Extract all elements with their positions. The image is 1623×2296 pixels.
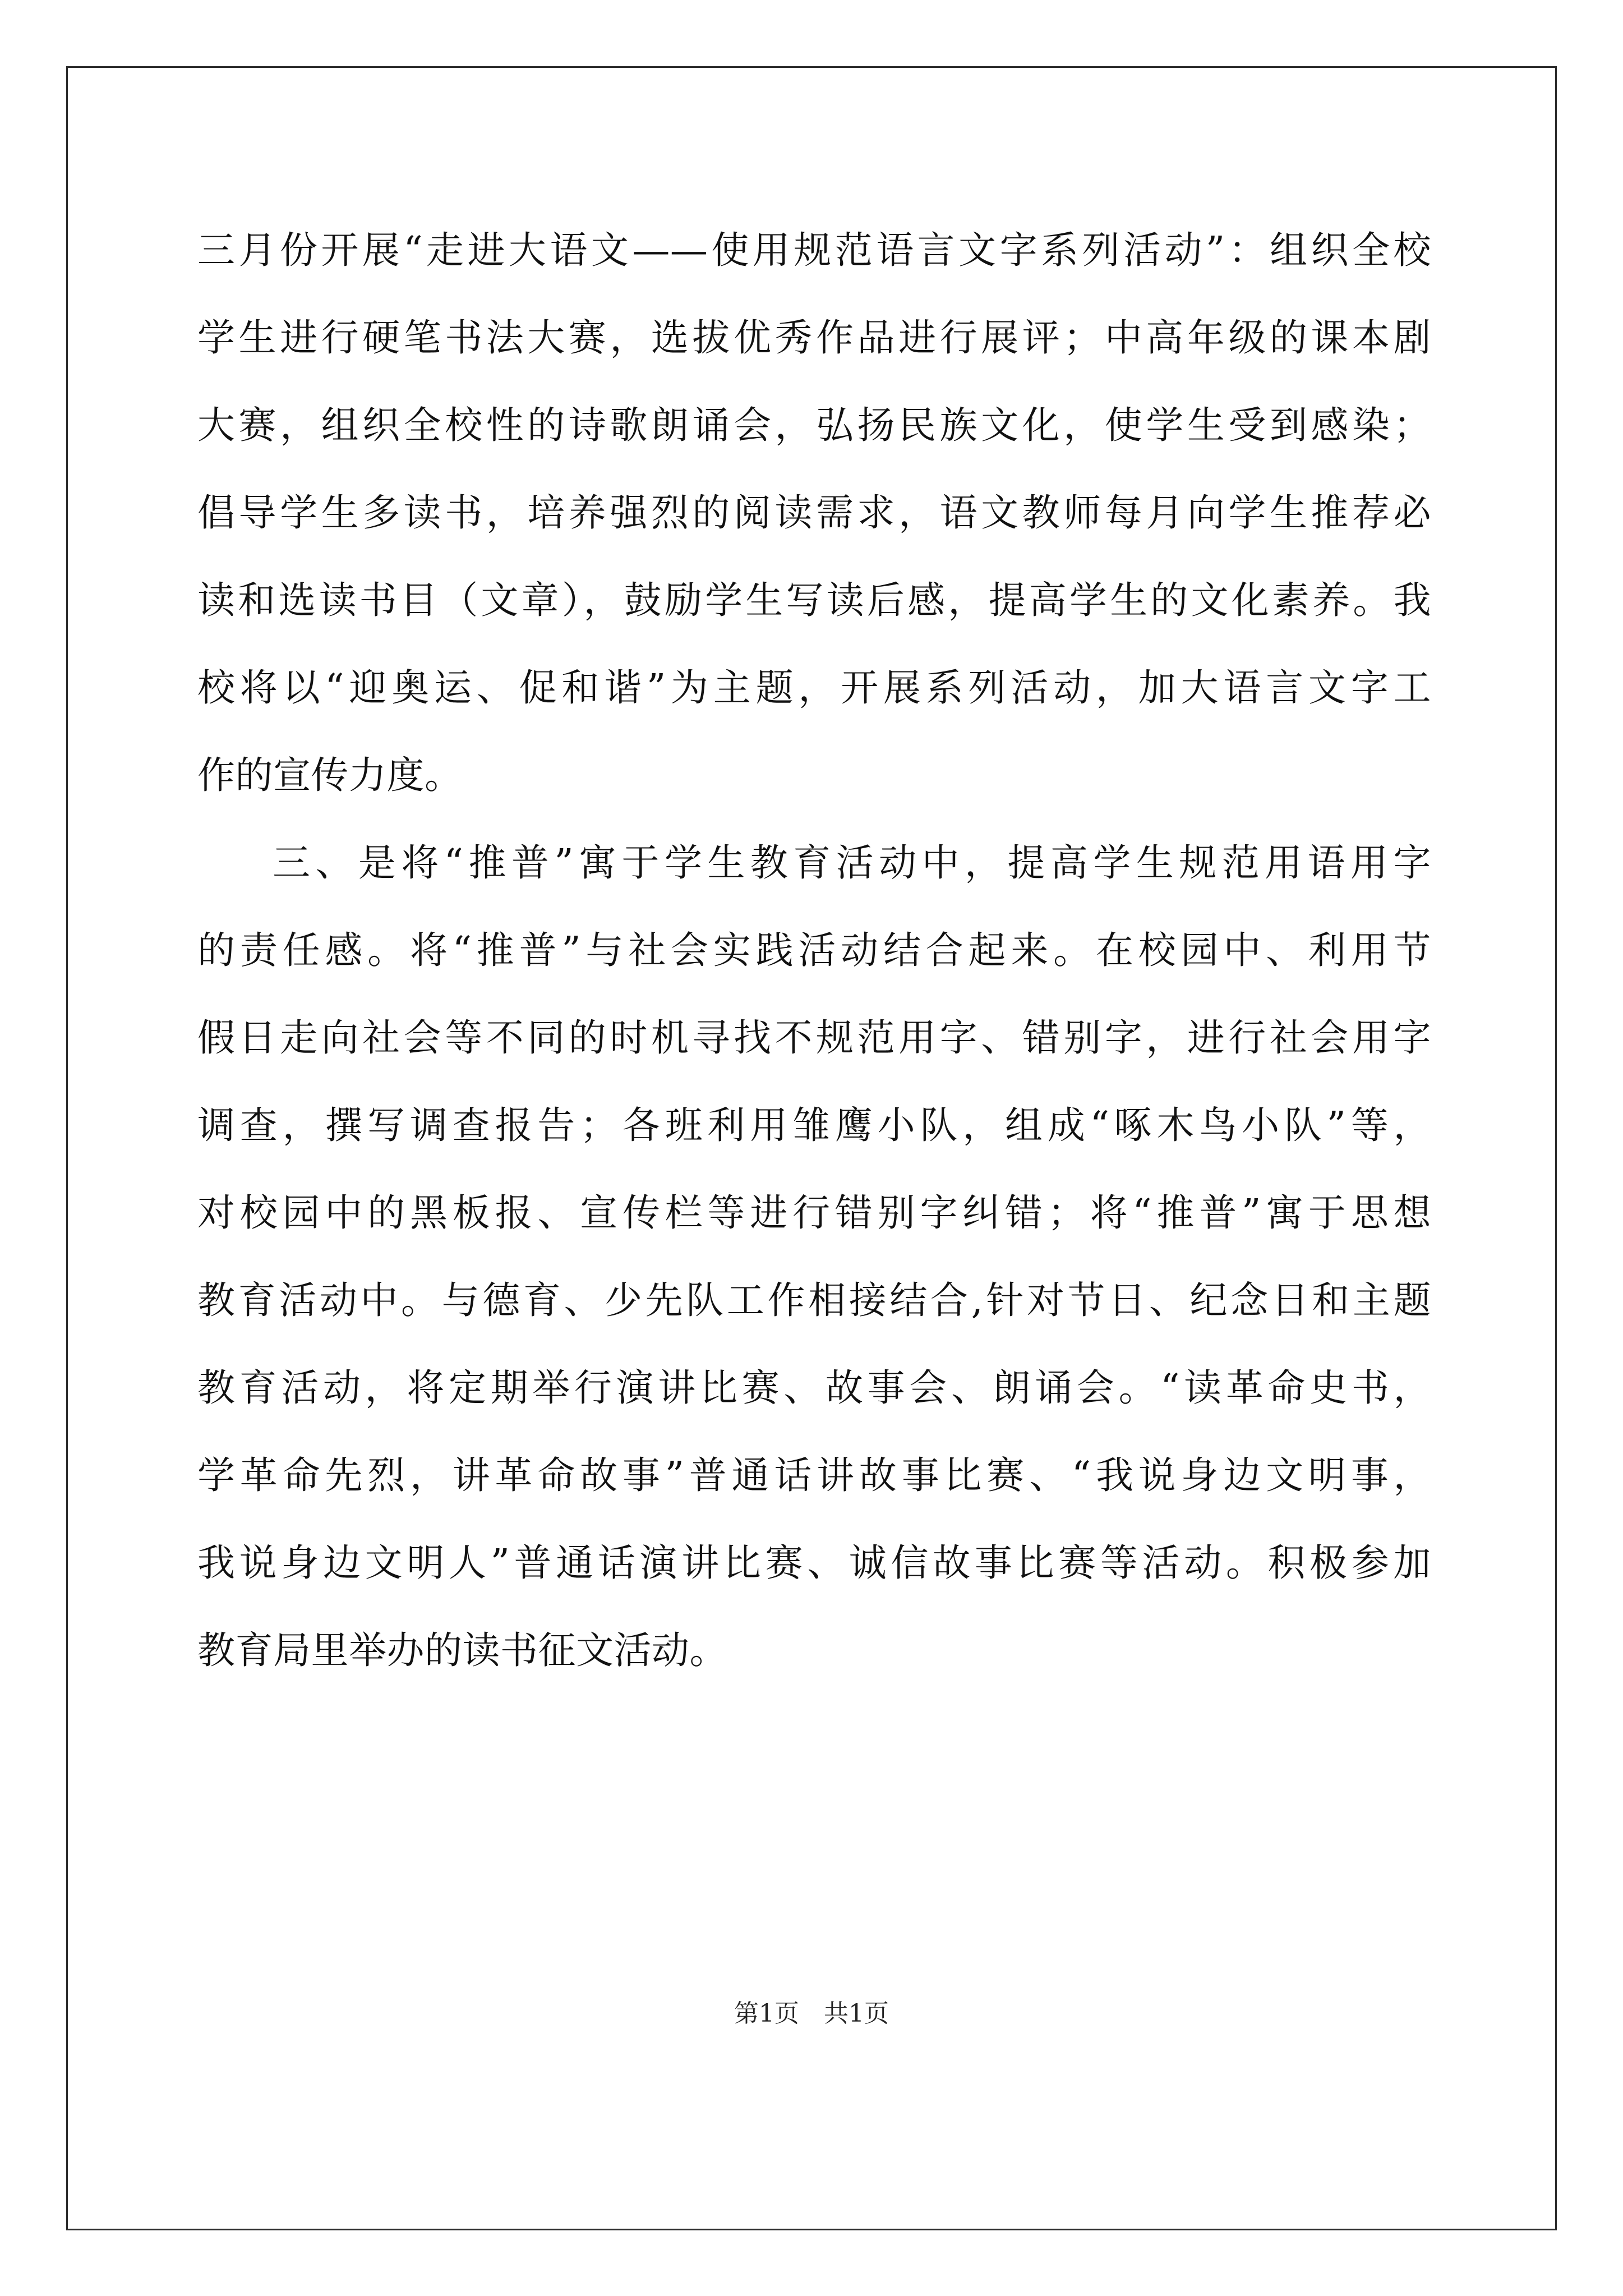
document-body [197, 206, 1431, 1694]
paragraph-2-line-3: 假日走向社会等不同的时机寻找不规范用字、错别字，进行社会用字 [197, 1016, 1431, 1060]
paragraph-2-line-1: 三、是将“推普”寓于学生教育活动中，提高学生规范用语用字 [273, 841, 1431, 885]
paragraph-2-line-10: 教育局里举办的读书征文活动。 [197, 1628, 727, 1672]
paragraph-2-line-5: 对校园中的黑板报、宣传栏等进行错别字纠错；将“推普”寓于思想 [197, 1191, 1431, 1235]
paragraph-2-line-4: 调查，撰写调查报告；各班利用雏鹰小队，组成“啄木鸟小队”等， [197, 1103, 1431, 1147]
paragraph-1-line-6: 校将以“迎奥运、促和谐”为主题，开展系列活动，加大语言文字工 [197, 666, 1431, 710]
paragraph-1-line-1: 三月份开展“走进大语文——使用规范语言文字系列活动”：组织全校 [197, 228, 1431, 272]
paragraph-2-line-9: 我说身边文明人”普通话演讲比赛、诚信故事比赛等活动。积极参加 [197, 1541, 1431, 1585]
paragraph-2-line-7: 教育活动，将定期举行演讲比赛、故事会、朗诵会。“读革命史书， [197, 1366, 1431, 1410]
paragraph-1-line-4: 倡导学生多读书，培养强烈的阅读需求，语文教师每月向学生推荐必 [197, 491, 1431, 535]
paragraph-1-line-5: 读和选读书目（文章），鼓励学生写读后感，提高学生的文化素养。我 [197, 578, 1431, 622]
page-footer [0, 1997, 1623, 2031]
page-number-label: 第1页 [734, 1999, 799, 2028]
paragraph-1-line-3: 大赛，组织全校性的诗歌朗诵会，弘扬民族文化，使学生受到感染； [197, 403, 1431, 447]
paragraph-2-line-2: 的责任感。将“推普”与社会实践活动结合起来。在校园中、利用节 [197, 928, 1431, 972]
paragraph-2-line-8: 学革命先烈，讲革命故事”普通话讲故事比赛、“我说身边文明事， [197, 1453, 1431, 1497]
paragraph-1-line-7: 作的宣传力度。 [197, 753, 463, 797]
page-total-label: 共1页 [824, 1999, 889, 2028]
paragraph-1-line-2: 学生进行硬笔书法大赛，选拔优秀作品进行展评；中高年级的课本剧 [197, 316, 1431, 360]
paragraph-2-line-6: 教育活动中。与德育、少先队工作相接结合,针对节日、纪念日和主题 [197, 1278, 1431, 1322]
